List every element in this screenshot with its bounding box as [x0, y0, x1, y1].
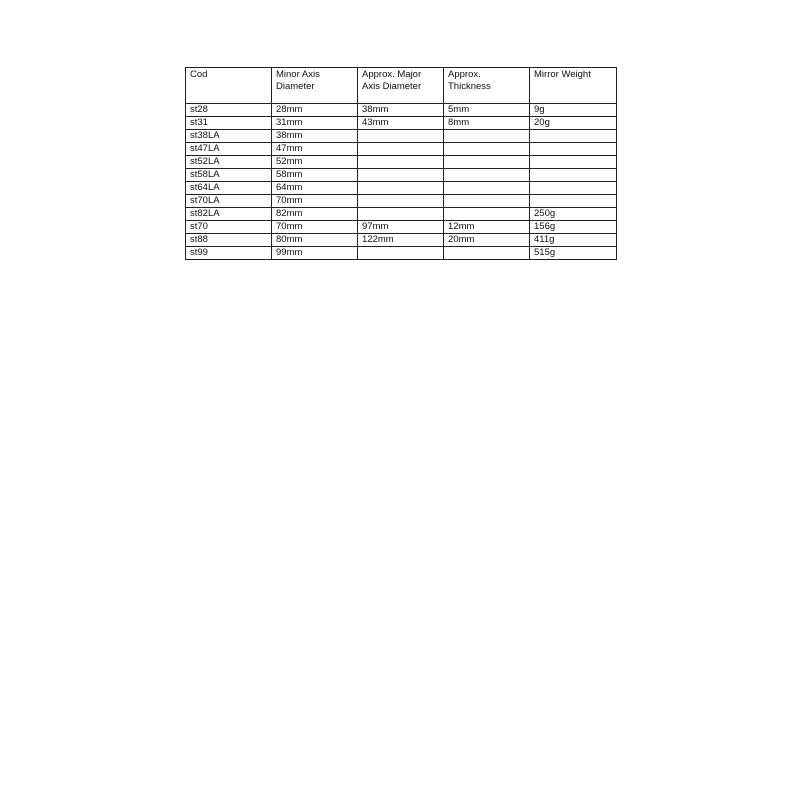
header-cod: Cod: [186, 68, 272, 104]
header-thickness: Approx. Thickness: [444, 68, 530, 104]
cell-cod: st58LA: [186, 169, 272, 182]
cell-minor-axis: 47mm: [272, 143, 358, 156]
cell-major-axis: [358, 195, 444, 208]
cell-weight: [530, 143, 617, 156]
cell-cod: st47LA: [186, 143, 272, 156]
cell-minor-axis: 58mm: [272, 169, 358, 182]
cell-major-axis: 43mm: [358, 117, 444, 130]
cell-cod: st31: [186, 117, 272, 130]
cell-weight: [530, 156, 617, 169]
cell-thickness: [444, 169, 530, 182]
table-row: [186, 208, 617, 221]
cell-minor-axis: 28mm: [272, 104, 358, 117]
table-row: [186, 130, 617, 143]
cell-major-axis: 97mm: [358, 221, 444, 234]
header-row: [186, 68, 617, 104]
cell-thickness: 5mm: [444, 104, 530, 117]
cell-major-axis: 38mm: [358, 104, 444, 117]
cell-thickness: 8mm: [444, 117, 530, 130]
cell-weight: 156g: [530, 221, 617, 234]
cell-major-axis: [358, 130, 444, 143]
cell-minor-axis: 31mm: [272, 117, 358, 130]
table-row: [186, 234, 617, 247]
table-row: [186, 169, 617, 182]
cell-minor-axis: 82mm: [272, 208, 358, 221]
cell-major-axis: [358, 143, 444, 156]
cell-thickness: [444, 182, 530, 195]
cell-major-axis: 122mm: [358, 234, 444, 247]
cell-cod: st88: [186, 234, 272, 247]
cell-major-axis: [358, 156, 444, 169]
cell-major-axis: [358, 208, 444, 221]
cell-weight: [530, 195, 617, 208]
table-row: [186, 156, 617, 169]
cell-cod: st64LA: [186, 182, 272, 195]
header-minor-axis-diameter: Minor Axis Diameter: [272, 68, 358, 104]
table-row: [186, 143, 617, 156]
cell-thickness: [444, 156, 530, 169]
cell-cod: st82LA: [186, 208, 272, 221]
table-row: [186, 182, 617, 195]
table-body: [186, 104, 617, 260]
cell-minor-axis: 38mm: [272, 130, 358, 143]
table-header: [186, 68, 617, 104]
cell-weight: [530, 130, 617, 143]
cell-cod: st99: [186, 247, 272, 260]
cell-weight: 515g: [530, 247, 617, 260]
cell-thickness: 20mm: [444, 234, 530, 247]
table-row: [186, 104, 617, 117]
cell-minor-axis: 52mm: [272, 156, 358, 169]
cell-minor-axis: 70mm: [272, 195, 358, 208]
cell-weight: [530, 169, 617, 182]
cell-weight: 9g: [530, 104, 617, 117]
table-row: [186, 221, 617, 234]
cell-minor-axis: 80mm: [272, 234, 358, 247]
cell-cod: st52LA: [186, 156, 272, 169]
cell-major-axis: [358, 169, 444, 182]
cell-weight: 411g: [530, 234, 617, 247]
cell-weight: 20g: [530, 117, 617, 130]
mirror-spec-table: [185, 67, 617, 260]
cell-cod: st28: [186, 104, 272, 117]
cell-minor-axis: 70mm: [272, 221, 358, 234]
cell-cod: st38LA: [186, 130, 272, 143]
cell-thickness: [444, 130, 530, 143]
cell-cod: st70: [186, 221, 272, 234]
cell-thickness: [444, 247, 530, 260]
cell-cod: st70LA: [186, 195, 272, 208]
table-row: [186, 117, 617, 130]
cell-weight: [530, 182, 617, 195]
header-mirror-weight: Mirror Weight: [530, 68, 617, 104]
table-row: [186, 247, 617, 260]
table-row: [186, 195, 617, 208]
cell-thickness: [444, 208, 530, 221]
cell-thickness: [444, 195, 530, 208]
cell-thickness: [444, 143, 530, 156]
cell-minor-axis: 64mm: [272, 182, 358, 195]
cell-major-axis: [358, 182, 444, 195]
cell-minor-axis: 99mm: [272, 247, 358, 260]
cell-weight: 250g: [530, 208, 617, 221]
cell-major-axis: [358, 247, 444, 260]
header-major-axis-diameter: Approx. Major Axis Diameter: [358, 68, 444, 104]
cell-thickness: 12mm: [444, 221, 530, 234]
